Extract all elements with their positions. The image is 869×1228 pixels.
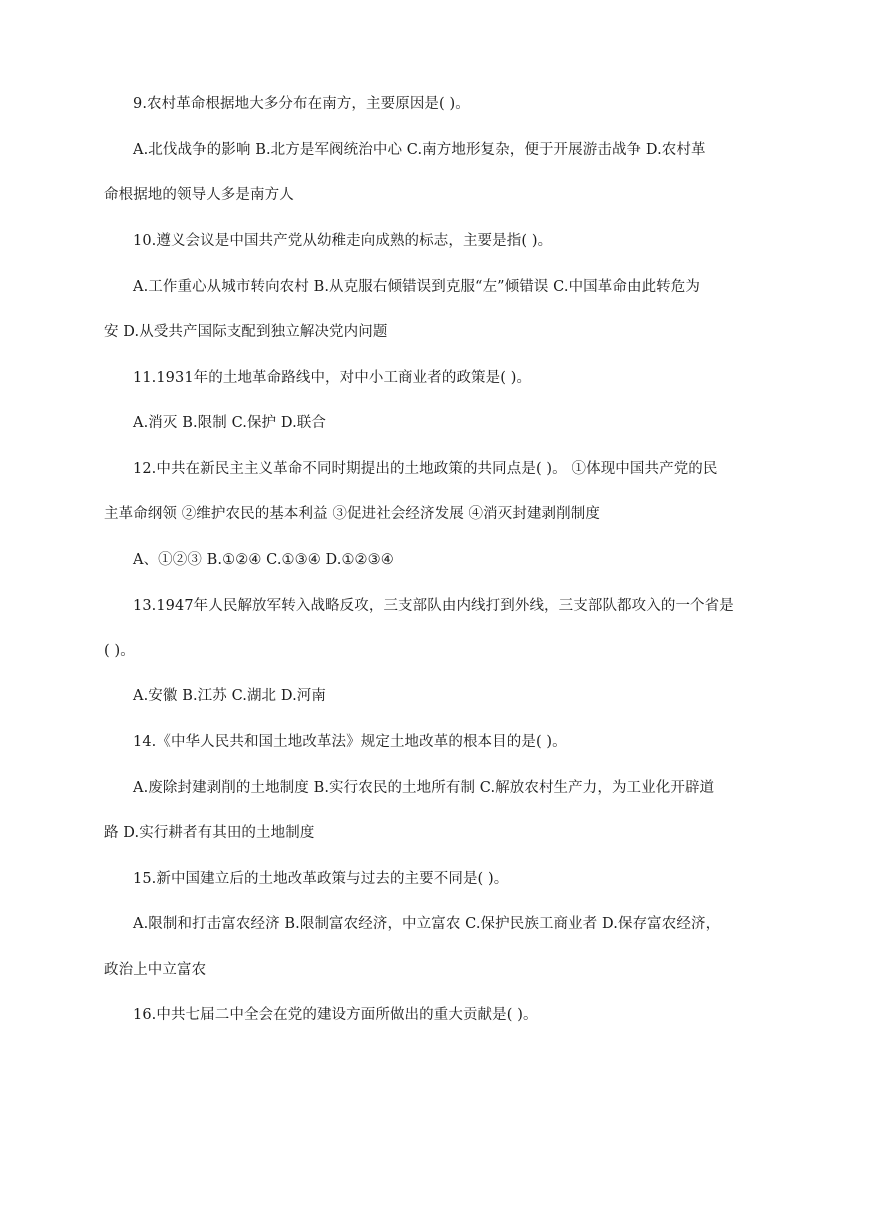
question-9-options-continued: 命根据地的领导人多是南方人 [104, 187, 294, 203]
question-12-options: A、①②③ B.①②④ C.①③④ D.①②③④ [133, 552, 394, 568]
question-14-options: A.废除封建剥削的土地制度 B.实行农民的土地所有制 C.解放农村生产力，为工业化开辟道 [133, 780, 715, 796]
question-14-options-continued: 路 D.实行耕者有其田的土地制度 [104, 825, 315, 841]
question-12-stem: 12.中共在新民主主义革命不同时期提出的土地政策的共同点是( )。 ①体现中国共产党的民 [133, 461, 718, 477]
question-13-options: A.安徽 B.江苏 C.湖北 D.河南 [133, 688, 326, 704]
question-10-stem: 10.遵义会议是中国共产党从幼稚走向成熟的标志，主要是指( )。 [133, 233, 553, 249]
question-9-options: A.北伐战争的影响 B.北方是军阀统治中心 C.南方地形复杂，便于开展游击战争 D.农村革 [133, 142, 706, 158]
question-11-options: A.消灭 B.限制 C.保护 D.联合 [133, 415, 326, 431]
question-16-stem: 16.中共七届二中全会在党的建设方面所做出的重大贡献是( )。 [133, 1007, 538, 1023]
question-10-options: A.工作重心从城市转向农村 B.从克服右倾错误到克服“左”倾错误 C.中国革命由此转危为 [133, 279, 700, 295]
question-15-options: A.限制和打击富农经济 B.限制富农经济，中立富农 C.保护民族工商业者 D.保存富农经济， [133, 916, 721, 932]
question-11-stem: 11.1931年的土地革命路线中，对中小工商业者的政策是( )。 [133, 370, 532, 386]
question-13-stem-continued: ( )。 [104, 643, 135, 659]
question-15-stem: 15.新中国建立后的土地改革政策与过去的主要不同是( )。 [133, 871, 509, 887]
question-10-options-continued: 安 D.从受共产国际支配到独立解决党内问题 [104, 324, 388, 340]
question-15-options-continued: 政治上中立富农 [104, 962, 207, 978]
question-9-stem: 9.农村革命根据地大多分布在南方，主要原因是( )。 [133, 96, 470, 112]
question-12-stem-continued: 主革命纲领 ②维护农民的基本利益 ③促进社会经济发展 ④消灭封建剥削制度 [104, 506, 600, 522]
question-14-stem: 14.《中华人民共和国土地改革法》规定土地改革的根本目的是( )。 [133, 734, 567, 750]
question-13-stem: 13.1947年人民解放军转入战略反攻，三支部队由内线打到外线，三支部队都攻入的一个省是 [133, 598, 734, 614]
